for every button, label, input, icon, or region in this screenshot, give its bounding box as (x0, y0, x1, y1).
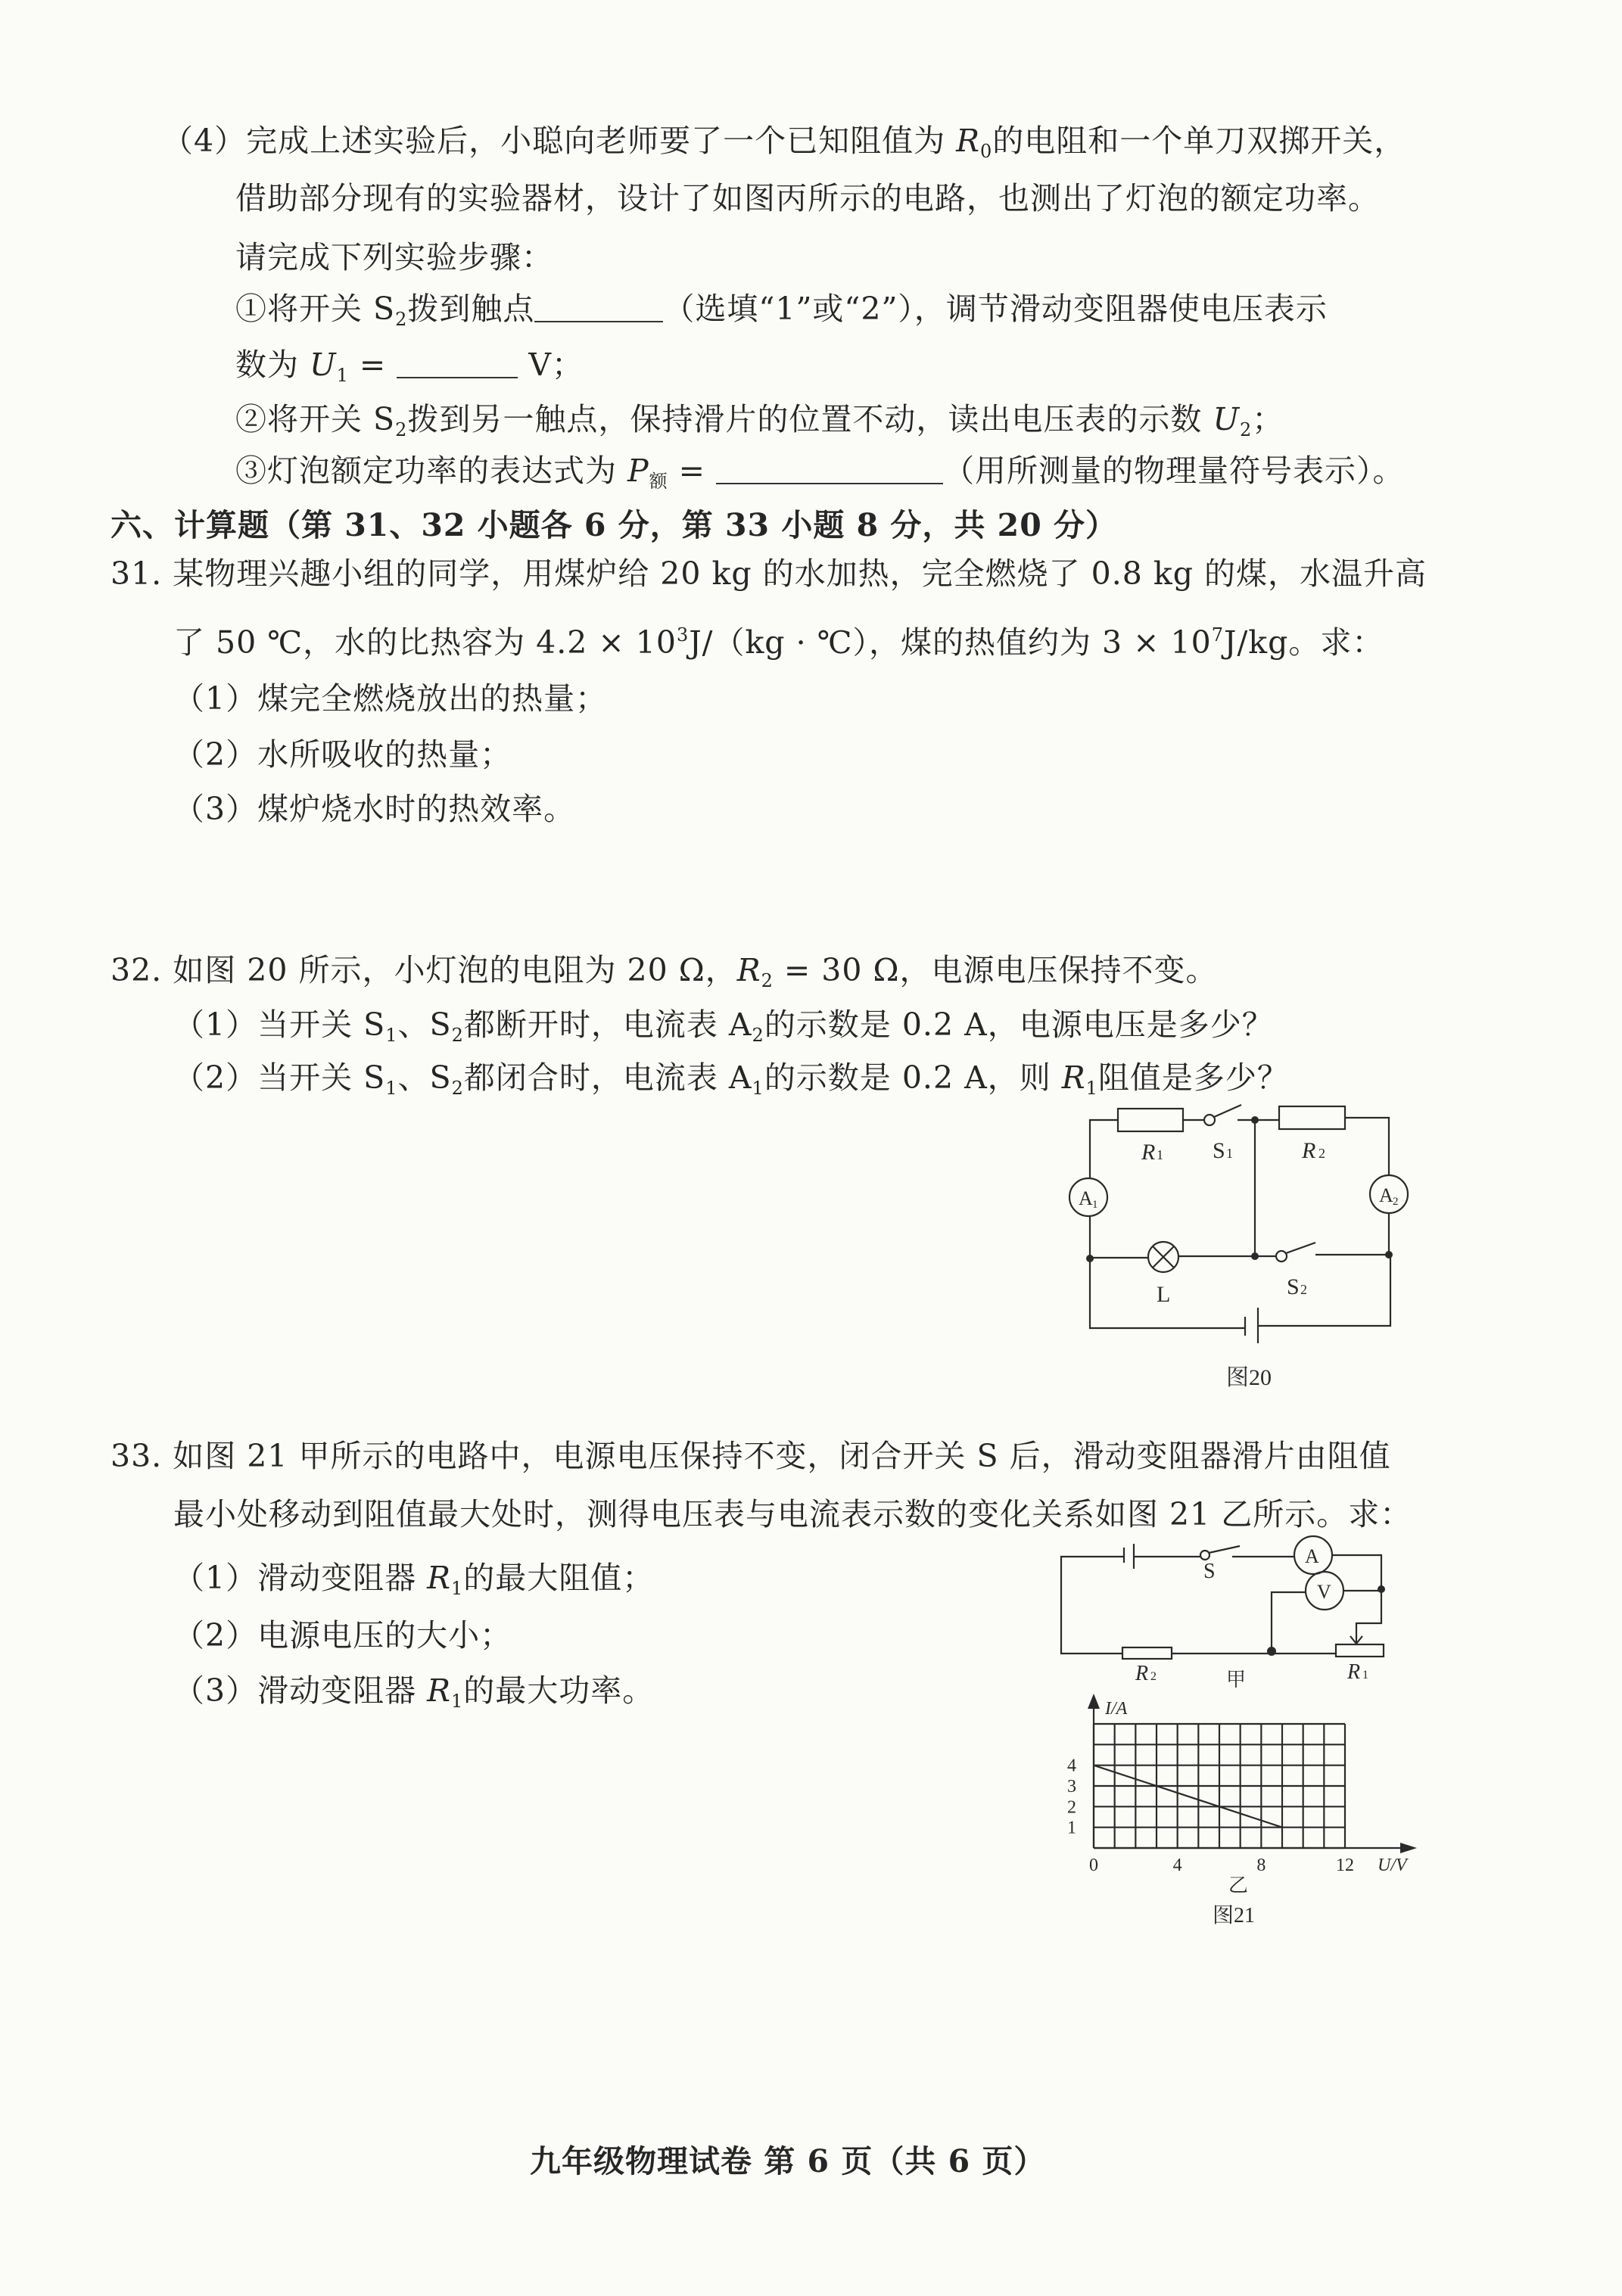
junction-dot (1267, 1647, 1276, 1656)
subscript: 0 (980, 141, 993, 162)
y-tick-label: 3 (1067, 1777, 1076, 1797)
text-segment: （1）滑动变阻器 (173, 1560, 428, 1596)
answer-blank (716, 456, 943, 484)
text-segment: 、S (397, 1059, 452, 1096)
label-r1: R (1141, 1140, 1156, 1165)
q33-sub-2 (173, 1614, 512, 1657)
text-segment: 都断开时，电流表 A (463, 1006, 752, 1043)
variable-symbol: P (627, 453, 649, 489)
q31-line-1 (111, 552, 1427, 595)
label-r1-sub: 1 (1157, 1147, 1163, 1162)
q33-sub-3 (173, 1669, 654, 1722)
q4-step-3 (235, 450, 1405, 502)
q31-sub-2 (173, 733, 512, 776)
text-segment: 的示数是 0.2 A，则 (764, 1059, 1062, 1096)
subscript: 2 (395, 309, 408, 330)
q4-line-2 (235, 177, 1380, 219)
circuit-jia (1061, 1536, 1385, 1691)
resistor-r2 (1279, 1106, 1345, 1129)
superscript: 7 (1211, 624, 1225, 646)
y-tick-label: 1 (1067, 1818, 1076, 1838)
subscript: 1 (451, 1691, 464, 1712)
text-segment: 阻值是多少？ (1097, 1059, 1289, 1096)
q4-step-2 (235, 398, 1284, 451)
text-segment: 请完成下列实验步骤： (235, 239, 553, 275)
text-segment: 32. 如图 20 所示，小灯泡的电阻为 20 Ω， (111, 952, 737, 988)
q4-line-3 (235, 236, 553, 278)
q31-sub-3 (173, 788, 575, 830)
q33-line-1 (111, 1435, 1391, 1477)
resistor-r2 (1122, 1647, 1172, 1659)
text-segment: 了 50 ℃，水的比热容为 4.2 × 10 (173, 624, 677, 661)
text-segment: （用所测量的物理量符号表示）。 (943, 453, 1405, 489)
subscript: 1 (1085, 1078, 1098, 1099)
switch-s1 (1204, 1105, 1241, 1125)
figure-20-caption: 图20 (1226, 1365, 1272, 1390)
variable-symbol: R (956, 123, 980, 159)
text-segment: ； (1252, 401, 1284, 437)
section-heading (111, 504, 1117, 546)
variable-symbol: R (427, 1672, 451, 1709)
text-segment: = 30 Ω，电源电压保持不变。 (773, 952, 1218, 988)
subscript: 1 (385, 1025, 398, 1046)
label-a: A (1305, 1545, 1319, 1567)
label-r1-sub: 1 (1362, 1669, 1368, 1682)
text-segment: 的最大功率。 (463, 1672, 655, 1709)
text-segment: （3）滑动变阻器 (173, 1672, 428, 1709)
text-segment: 31. 某物理兴趣小组的同学，用煤炉给 20 kg 的水加热，完全燃烧了 0.8 kg 的煤，水温升高 (111, 555, 1427, 592)
text-segment: （1）当开关 S (173, 1006, 386, 1043)
variable-symbol: U (310, 347, 337, 383)
x-tick-label: 4 (1172, 1856, 1182, 1875)
label-a1: A (1079, 1187, 1093, 1209)
text-segment: 数为 (235, 347, 310, 383)
text-segment: = (348, 347, 397, 383)
text-segment: （2）水所吸收的热量； (173, 736, 512, 773)
resistor-r1 (1118, 1109, 1183, 1131)
label-jia: 甲 (1226, 1669, 1247, 1691)
lamp-icon (1148, 1242, 1178, 1272)
text-segment: = (668, 453, 717, 489)
text-segment: ②将开关 S (235, 401, 396, 437)
text-segment: J/（kg · ℃），煤的热值约为 3 × 10 (689, 624, 1212, 661)
text-segment: （3）煤炉烧水时的热效率。 (173, 791, 576, 827)
label-r1: R (1347, 1660, 1361, 1684)
subscript: 2 (761, 970, 774, 991)
text-segment: （选填“1”或“2”），调节滑动变阻器使电压表示 (663, 291, 1328, 327)
label-s1: S (1213, 1138, 1225, 1163)
graph-ticks (1067, 1756, 1354, 1875)
label-r2-sub: 2 (1150, 1670, 1157, 1683)
label-a2: A (1379, 1184, 1393, 1206)
text-segment: （4）完成上述实验后，小聪向老师要了一个已知阻值为 (162, 123, 957, 159)
junction-dots (1086, 1116, 1393, 1262)
text-segment: （2）当开关 S (173, 1059, 386, 1096)
q31-sub-1 (173, 677, 607, 720)
label-v: V (1317, 1581, 1331, 1603)
switch-s (1200, 1546, 1240, 1560)
subscript: 2 (451, 1078, 464, 1099)
subscript: 2 (1240, 419, 1253, 440)
subscript: 2 (395, 419, 408, 440)
q33-line-2 (173, 1493, 1412, 1535)
y-axis-label: I/A (1105, 1699, 1128, 1719)
subscript: 1 (752, 1078, 764, 1099)
variable-symbol: U (1213, 401, 1240, 437)
figure-21-caption: 图21 (1213, 1904, 1256, 1927)
series-line (1094, 1766, 1282, 1828)
graph-grid (1094, 1724, 1345, 1848)
graph-yi (1067, 1694, 1417, 1927)
label-r2: R (1135, 1662, 1149, 1685)
y-tick-label: 2 (1067, 1797, 1076, 1818)
text-segment: ①将开关 S (235, 291, 396, 327)
label-s: S (1203, 1560, 1216, 1583)
text-segment: 最小处移动到阻值最大处时，测得电压表与电流表示数的变化关系如图 21 乙所示。求： (173, 1496, 1412, 1532)
figure-20-circuit (1044, 1075, 1468, 1408)
battery-icon (1124, 1544, 1134, 1569)
q32-sub-1 (173, 1003, 1274, 1056)
page-footer (530, 2140, 1045, 2182)
q4-step-1 (235, 288, 1328, 341)
variable-symbol: R (427, 1560, 451, 1596)
label-a1-sub: 1 (1092, 1199, 1098, 1211)
text-segment: 的电阻和一个单刀双掷开关， (992, 123, 1406, 159)
q4-line-1 (162, 120, 1406, 173)
subscript: 2 (752, 1025, 764, 1046)
text-segment: 拨到触点 (407, 291, 535, 327)
superscript: 3 (676, 624, 690, 646)
text-segment: （2）电源电压的大小； (173, 1617, 512, 1654)
text-segment: ③灯泡额定功率的表达式为 (235, 453, 628, 489)
label-s2-sub: 2 (1300, 1282, 1307, 1297)
text-segment: 、S (397, 1006, 452, 1043)
text-segment: 六、计算题（第 31、32 小题各 6 分，第 33 小题 8 分，共 20 分） (111, 507, 1118, 543)
text-segment: （1）煤完全燃烧放出的热量； (173, 680, 608, 717)
answer-blank (397, 350, 518, 378)
y-tick-label: 4 (1067, 1756, 1076, 1776)
y-axis-arrow-icon (1088, 1694, 1100, 1709)
subscript: 额 (649, 471, 668, 492)
q31-line-2 (173, 614, 1384, 664)
subscript: 1 (336, 365, 349, 386)
text-segment: 33. 如图 21 甲所示的电路中，电源电压保持不变，闭合开关 S 后，滑动变阻器滑片由阻值 (111, 1438, 1391, 1474)
answer-blank (534, 294, 663, 322)
graph-series (1094, 1766, 1282, 1828)
variable-symbol: R (736, 952, 761, 988)
label-lamp: L (1157, 1282, 1171, 1307)
label-r2-sub: 2 (1318, 1146, 1325, 1161)
rheostat-r1 (1336, 1644, 1384, 1657)
subscript: 1 (385, 1078, 398, 1099)
x-tick-label: 0 (1089, 1856, 1098, 1875)
x-tick-label: 12 (1336, 1856, 1354, 1875)
variable-symbol: R (1061, 1059, 1086, 1096)
text-segment: 的示数是 0.2 A，电源电压是多少？ (764, 1006, 1274, 1043)
label-s2: S (1287, 1274, 1300, 1299)
junction-dot (1378, 1585, 1385, 1593)
switch-s2 (1276, 1243, 1315, 1262)
q33-sub-1 (173, 1557, 654, 1610)
q32-line-1 (111, 949, 1217, 1002)
text-segment: 都闭合时，电流表 A (463, 1059, 752, 1096)
subscript: 1 (451, 1578, 464, 1599)
label-s1-sub: 1 (1226, 1146, 1233, 1161)
text-segment: 借助部分现有的实验器材，设计了如图丙所示的电路，也测出了灯泡的额定功率。 (235, 180, 1380, 216)
q4-step-1-cont (235, 344, 584, 397)
text-segment: J/kg。求： (1224, 624, 1384, 661)
text-segment: V； (518, 347, 584, 383)
text-segment: 的最大阻值； (463, 1560, 655, 1596)
graph-title: 乙 (1228, 1874, 1249, 1896)
text-segment: 拨到另一触点，保持滑片的位置不动，读出电压表的示数 (407, 401, 1213, 437)
x-tick-label: 8 (1256, 1856, 1266, 1875)
label-r2: R (1302, 1138, 1316, 1163)
subscript: 2 (451, 1025, 464, 1046)
x-axis-arrow-icon (1400, 1843, 1417, 1853)
x-axis-label: U/V (1378, 1856, 1407, 1875)
text-segment: 九年级物理试卷 第 6 页（共 6 页） (530, 2143, 1046, 2179)
label-a2-sub: 2 (1393, 1196, 1399, 1208)
battery-icon (1245, 1308, 1258, 1343)
circuit-wires (1090, 1118, 1390, 1328)
figure-21 (1044, 1544, 1468, 2134)
